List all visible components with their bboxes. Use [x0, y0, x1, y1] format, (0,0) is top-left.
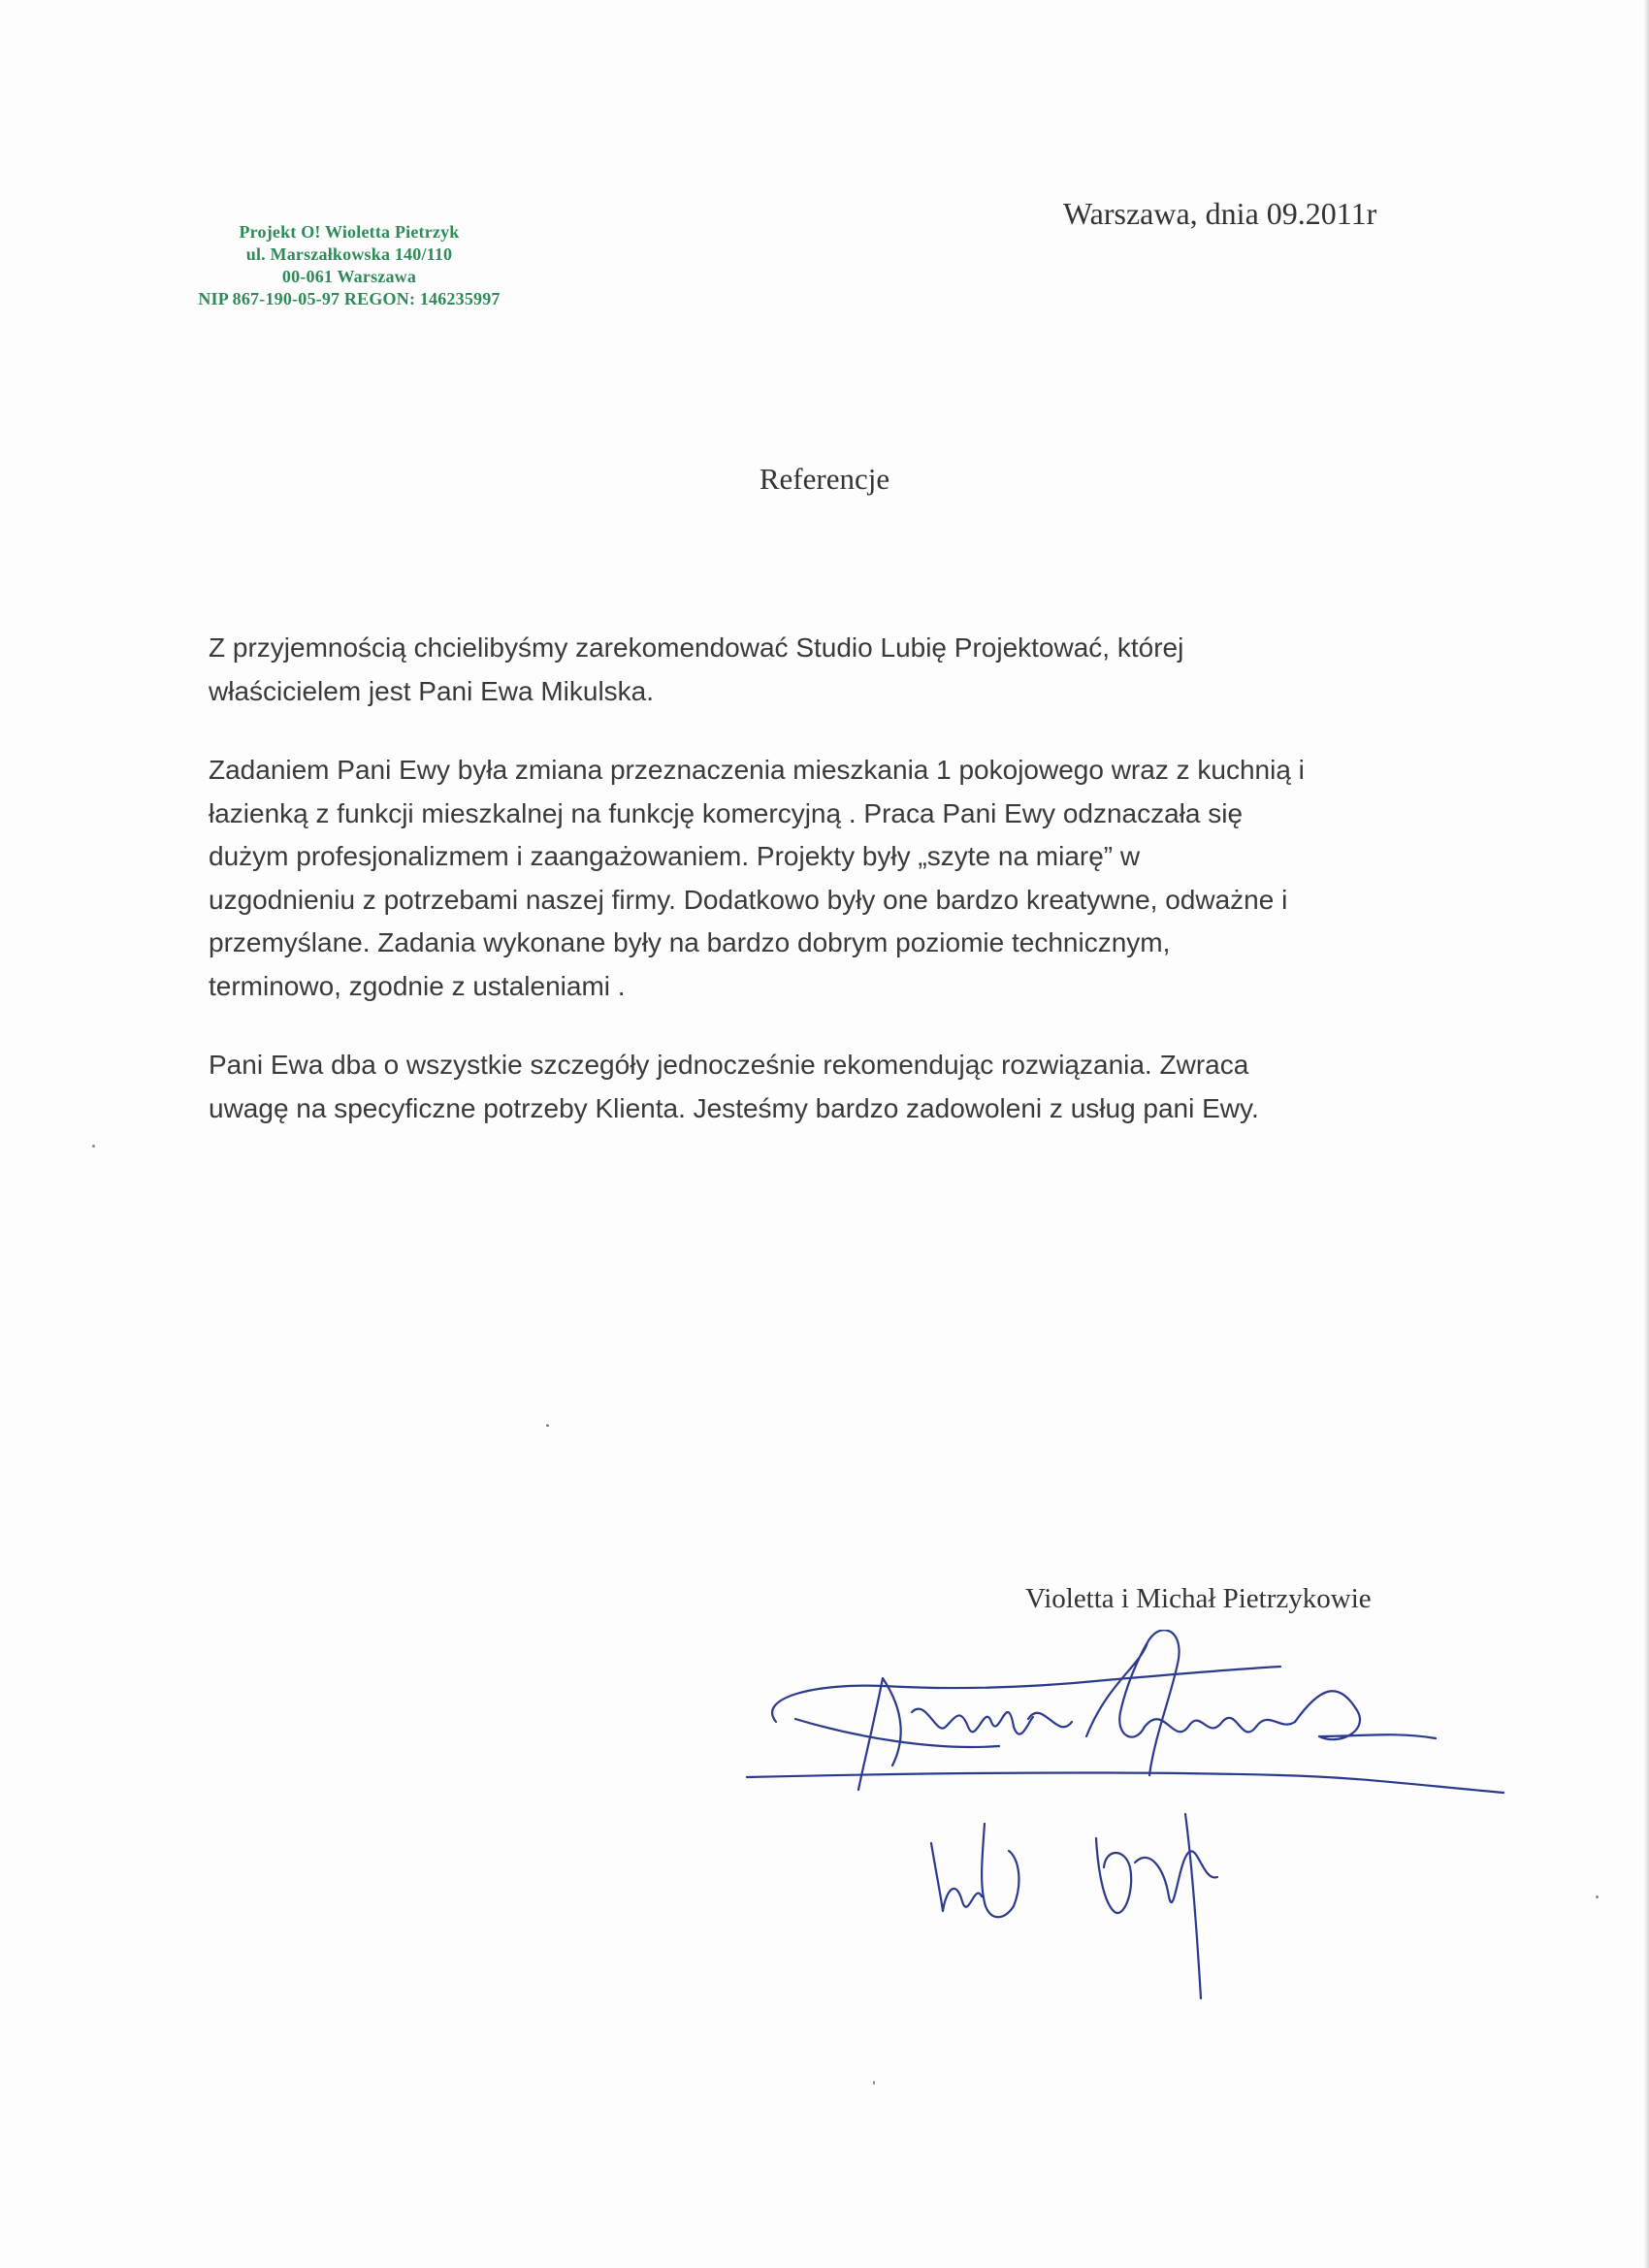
scan-edge [1643, 0, 1649, 2268]
signature-stroke [1096, 1838, 1131, 1913]
letter-date: Warszawa, dnia 09.2011r [1063, 196, 1377, 231]
signature-stroke [1145, 1630, 1180, 1775]
scan-speck [92, 1145, 95, 1148]
stamp-line: Projekt O! Wioletta Pietrzyk [239, 222, 460, 242]
paragraph-3 [209, 1044, 1470, 1130]
signature-stroke [1135, 1851, 1217, 1902]
signature-stroke [931, 1843, 982, 1911]
signature-stroke [982, 1824, 1018, 1917]
signature-stroke [1185, 1814, 1201, 1998]
signers-name: Violetta i Michał Pietrzykowie [1025, 1583, 1372, 1614]
signature-stroke [772, 1667, 1280, 1722]
signature-stroke [1028, 1713, 1072, 1727]
paragraph-2 [209, 749, 1470, 1008]
signature-stroke [1086, 1644, 1147, 1737]
text-line: dużym profesjonalizmem i zaangażowaniem. Projekty były „szyte na miarę” w [209, 841, 1141, 871]
stamp-line: ul. Marszałkowska 140/110 [245, 244, 453, 264]
signature-stroke [795, 1719, 999, 1747]
signature-stroke [858, 1678, 901, 1790]
scan-speck [873, 2081, 875, 2085]
text-line: Zadaniem Pani Ewy była zmiana przeznaczenia mieszkania 1 pokojowego wraz z kuchnią i [209, 755, 1305, 785]
scan-speck [546, 1424, 549, 1427]
stamp-line: 00-061 Warszawa [281, 267, 417, 286]
signature-stroke [1145, 1718, 1295, 1733]
text-line: terminowo, zgodnie z ustaleniami . [209, 970, 626, 1001]
stamp-line: NIP 867-190-05-97 REGON: 146235997 [198, 289, 501, 308]
text-line: uwagę na specyficzne potrzeby Klienta. Jesteśmy bardzo zadowoleni z usług pani Ewy. [209, 1092, 1259, 1123]
text-line: Pani Ewa dba o wszystkie szczegóły jednocześnie rekomendując rozwiązania. Zwraca [209, 1050, 1249, 1080]
letter-body [209, 627, 1470, 1166]
text-line: uzgodnieniu z potrzebami naszej firmy. Dodatkowo były one bardzo kreatywne, odważne i [209, 884, 1288, 915]
signature-stroke [1295, 1691, 1436, 1739]
letter-title: Referencje [759, 462, 890, 496]
text-line: przemyślane. Zadania wykonane były na bardzo dobrym poziomie technicznym, [209, 927, 1171, 957]
paragraph-1 [209, 627, 1470, 713]
handwritten-signatures [737, 1630, 1571, 2095]
company-stamp [155, 221, 543, 310]
text-line: łazienką z funkcji mieszkalnej na funkcję komercyjną . Praca Pani Ewy odznaczała się [209, 797, 1244, 828]
scan-speck [1596, 1895, 1599, 1898]
text-line: Z przyjemnością chcielibyśmy zarekomendować Studio Lubię Projektować, której [209, 632, 1184, 663]
text-line: właścicielem jest Pani Ewa Mikulska. [209, 675, 655, 706]
signature-stroke [912, 1709, 1033, 1734]
